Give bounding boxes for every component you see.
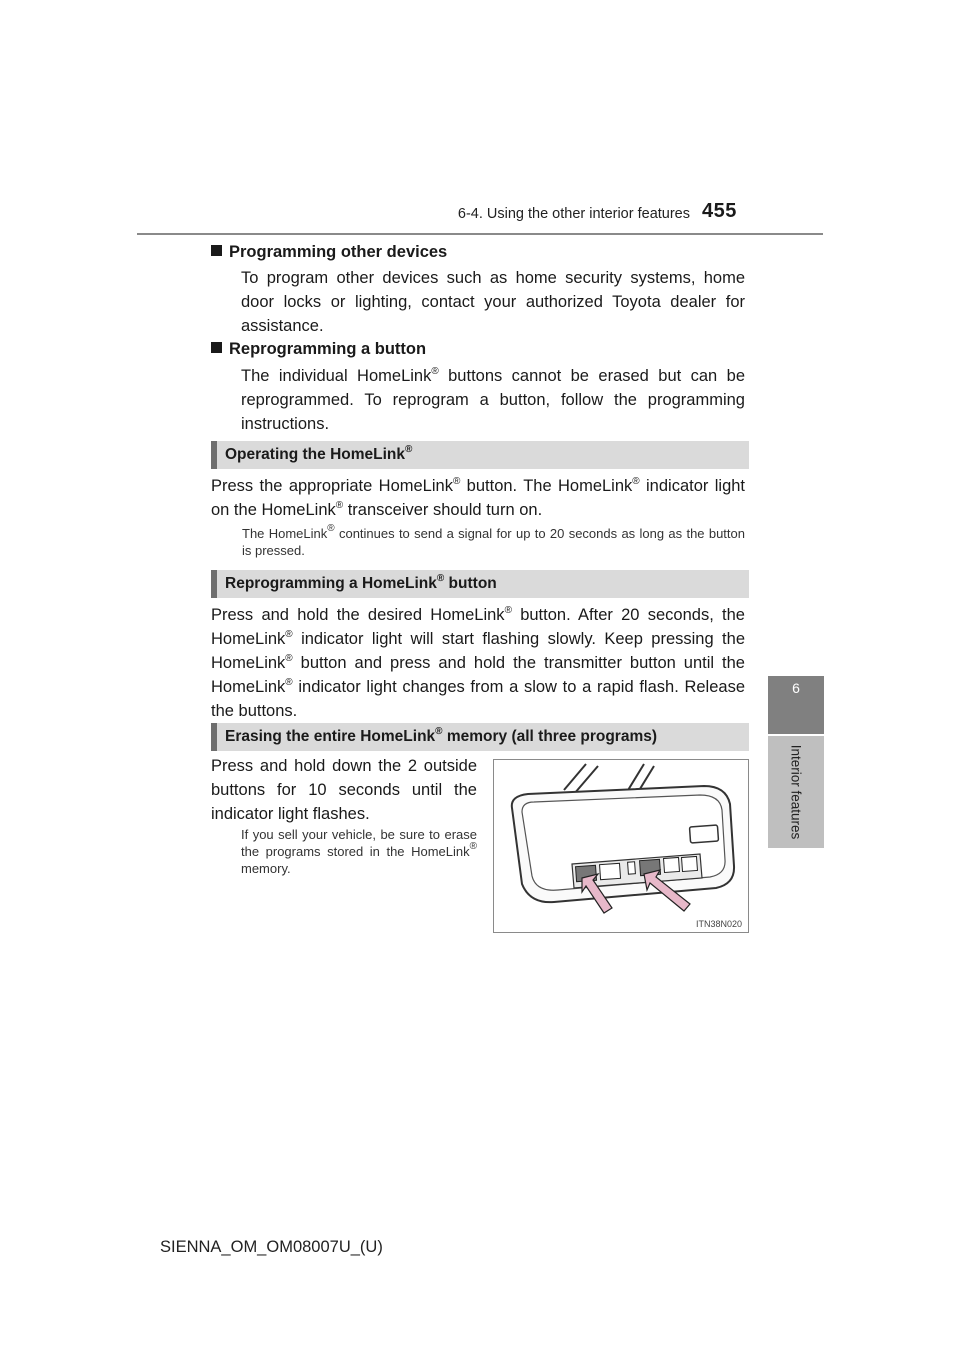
header-divider: [137, 233, 823, 235]
operating-section-title: Operating the HomeLink®: [225, 444, 413, 463]
figure-code: ITN38N020: [695, 919, 742, 929]
reprogramming-button-heading: Reprogramming a button: [211, 340, 426, 359]
document-id: SIENNA_OM_OM08007U_(U): [160, 1238, 383, 1256]
operating-section-bar: [211, 441, 749, 469]
square-bullet-icon: [211, 342, 222, 353]
erasing-section-title: Erasing the entire HomeLink® memory (all three programs): [225, 726, 658, 745]
rearview-mirror-icon: [494, 760, 748, 932]
chapter-label: Interior features: [788, 744, 804, 840]
operating-body: Press the appropriate HomeLink® button. The HomeLink® indicator light on the HomeLink® transceiver should turn on.: [211, 476, 746, 519]
reprogramming-section-body: Press and hold the desired HomeLink® button. After 20 seconds, the HomeLink® indicator light will start flashing slowly. Keep pressing the HomeLink® button and press and hold the transmitter button until the HomeLink® indicator light changes from a slow to a rapid flash. Release the buttons.: [211, 605, 745, 720]
programming-other-body: To program other devices such as home security systems, home door locks or lighting, contact your authorized Toyota dealer for assistance.: [241, 269, 745, 335]
square-bullet-icon: [211, 245, 222, 256]
reprogramming-button-body: The individual HomeLink® buttons cannot be erased but can be reprogrammed. To reprogram a button, follow the programming instructions.: [241, 366, 745, 433]
chapter-number: 6: [792, 680, 800, 696]
mirror-illustration: [493, 759, 749, 933]
erasing-note: If you sell your vehicle, be sure to erase the programs stored in the HomeLink® memory.: [241, 827, 477, 876]
programming-other-heading: Programming other devices: [211, 243, 447, 262]
erasing-section-bar: [211, 723, 749, 751]
operating-note: The HomeLink® continues to send a signal for up to 20 seconds as long as the button is pressed.: [242, 523, 745, 558]
reprogramming-section-bar: [211, 570, 749, 598]
erasing-body: Press and hold down the 2 outside buttons for 10 seconds until the indicator light flashes.: [211, 757, 477, 823]
reprogramming-section-title: Reprogramming a HomeLink® button: [225, 573, 497, 592]
section-title: 6-4. Using the other interior features: [457, 206, 690, 222]
page-number: 455: [702, 200, 737, 222]
